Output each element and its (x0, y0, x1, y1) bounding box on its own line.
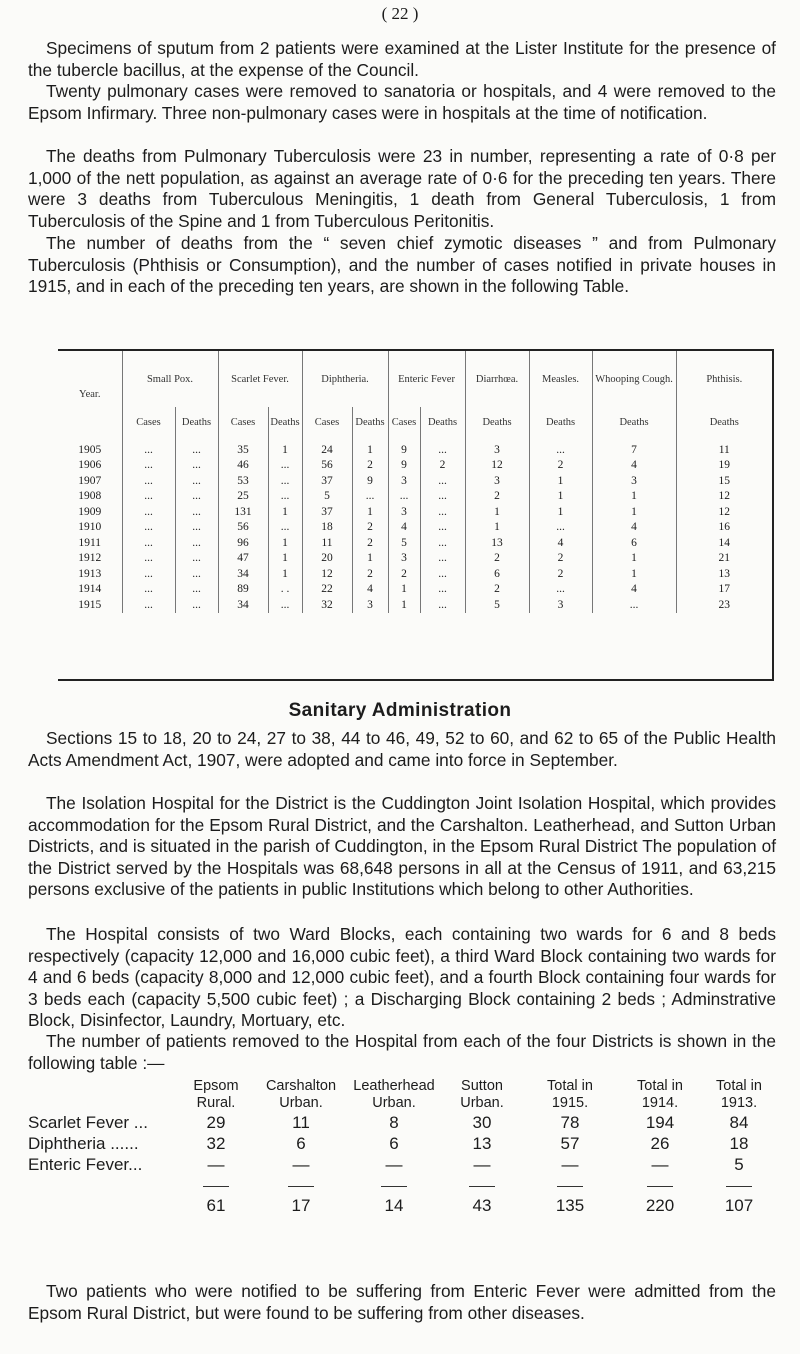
column-header-line: Leatherhead (353, 1078, 435, 1094)
table-cell: 96 (218, 535, 268, 551)
total-cell: 220 (645, 1195, 675, 1215)
table-cell: ... (175, 458, 218, 474)
totals-row (28, 1195, 776, 1216)
table-cell: 7 (592, 438, 676, 458)
table-cell: 1 (592, 566, 676, 582)
column-header-line: Urban. (372, 1095, 416, 1111)
table-cell: ... (122, 597, 175, 613)
subheader-deaths: Deaths (529, 407, 592, 438)
table-cell: ... (175, 551, 218, 567)
table-cell: 84 (729, 1112, 749, 1132)
table-cell: — (207, 1154, 225, 1174)
table-cell: ... (420, 473, 465, 489)
table-cell: 1 (388, 597, 420, 613)
table-cell: ... (529, 520, 592, 536)
table-cell: 2 (529, 551, 592, 567)
table-cell: ... (122, 473, 175, 489)
sum-rule (469, 1185, 495, 1187)
table-cell: 2 (352, 535, 388, 551)
header-scarlet-fever: Scarlet Fever. (218, 351, 302, 407)
table-cell: 5 (465, 597, 529, 613)
table-cell: 6 (296, 1133, 306, 1153)
row-year: 1915 (78, 598, 102, 611)
header-diarrhoea: Diarrhœa. (465, 351, 529, 407)
table-cell: 4 (592, 520, 676, 536)
table-cell: ... (268, 597, 302, 613)
table-cell: 2 (465, 582, 529, 598)
table-cell: ... (122, 520, 175, 536)
table-cell: 53 (218, 473, 268, 489)
table-cell: 1 (268, 438, 302, 458)
subheader-deaths: Deaths (175, 407, 218, 438)
subheader-deaths: Deaths (676, 407, 772, 438)
table-cell: ... (122, 551, 175, 567)
table-cell: 1 (592, 489, 676, 505)
table-cell: ... (268, 489, 302, 505)
table-cell: 21 (676, 551, 772, 567)
paragraph-hospital-blocks: The Hospital consists of two Ward Blocks, each containing two wards for 6 and 8 beds respectively (capacity 12,000 and 16,000 cubic feet), a third Ward Block containing two wards for 4 and 6 beds (capacity 8,000 and 12,000 cubic feet), and a fourth Block containing four wards for 3 beds each (capacity 5,500 cubic feet) ; a Discharging Block containing 2 beds ; Adminstrative Block, Disinfector, Laundry, Mortuary, etc. (28, 924, 776, 1031)
subheader-cases: Cases (388, 407, 420, 438)
table-cell: 18 (729, 1133, 749, 1153)
column-header (442, 1078, 522, 1112)
table-cell: 1 (268, 551, 302, 567)
row-year: 1908 (78, 490, 102, 503)
total-cell: 135 (555, 1195, 585, 1215)
table-cell: 11 (302, 535, 352, 551)
total-cell: 14 (384, 1195, 404, 1215)
row-year: 1909 (78, 505, 102, 518)
table-cell: 12 (302, 566, 352, 582)
table-cell: 2 (529, 566, 592, 582)
table-cell: 30 (472, 1112, 492, 1132)
table-cell: 3 (352, 597, 388, 613)
table-cell: 1 (352, 551, 388, 567)
table-cell: 131 (218, 504, 268, 520)
table-row (58, 458, 772, 474)
column-header (702, 1078, 776, 1112)
table-cell: 1 (388, 582, 420, 598)
table-cell: ... (175, 438, 218, 458)
column-header-line: Urban. (279, 1095, 323, 1111)
row-label: Enteric Fever... (28, 1154, 143, 1174)
table-cell: 57 (560, 1133, 580, 1153)
table-cell: ... (175, 520, 218, 536)
table-cell: 14 (676, 535, 772, 551)
table-cell: ... (268, 458, 302, 474)
row-year: 1914 (78, 583, 102, 596)
table-cell: 3 (465, 473, 529, 489)
table-cell: 11 (292, 1112, 310, 1132)
table-cell: 78 (560, 1112, 580, 1132)
table-cell: . . (268, 582, 302, 598)
column-header-line: Total in (547, 1078, 593, 1094)
table-cell: 3 (465, 438, 529, 458)
table-cell: 1 (465, 520, 529, 536)
table-cell: ... (175, 597, 218, 613)
table-row (58, 535, 772, 551)
table-cell: 13 (472, 1133, 492, 1153)
table-cell: 16 (676, 520, 772, 536)
table-cell: ... (352, 489, 388, 505)
table-cell: ... (529, 582, 592, 598)
table-cell: 25 (218, 489, 268, 505)
table-cell: ... (175, 473, 218, 489)
table-cell: 3 (529, 597, 592, 613)
table-cell: ... (420, 566, 465, 582)
table-cell: 1 (268, 504, 302, 520)
table-cell: ... (420, 551, 465, 567)
table-cell: 26 (650, 1133, 670, 1153)
column-header (176, 1078, 256, 1112)
table-cell: ... (122, 504, 175, 520)
table-row (58, 551, 772, 567)
table-cell: 2 (465, 551, 529, 567)
table-cell: 5 (302, 489, 352, 505)
table-cell: 3 (388, 551, 420, 567)
sum-rule (726, 1185, 752, 1187)
table-cell: — (292, 1154, 310, 1174)
subheader-deaths: Deaths (268, 407, 302, 438)
row-year: 1905 (78, 443, 102, 456)
table-row (58, 582, 772, 598)
table-cell: 6 (465, 566, 529, 582)
column-header (522, 1078, 618, 1112)
table-cell: ... (529, 438, 592, 458)
table-cell: ... (175, 504, 218, 520)
table-cell: ... (122, 489, 175, 505)
table-cell: 12 (676, 489, 772, 505)
paragraph-sputum: Specimens of sputum from 2 patients were examined at the Lister Institute for the presence of the tubercle bacillus, at the expense of the Council. (28, 38, 776, 80)
table-cell: ... (122, 438, 175, 458)
sum-rule (203, 1185, 229, 1187)
paragraph-isolation-hospital: The Isolation Hospital for the District is the Cuddington Joint Isolation Hospital, which provides accommodation for the Epsom Rural District, and the Carshalton. Leatherhead, and Sutton Urban Districts, and is situated in the parish of Cuddington, in the Epsom Rural District The population of the District served by the Hospitals was 68,648 persons in all at the Census of 1911, and 63,215 persons exclusive of the patients in public Institutions which belong to other Authorities. (28, 793, 776, 900)
table-cell: 6 (389, 1133, 399, 1153)
table-cell: — (385, 1154, 403, 1174)
table-row (58, 504, 772, 520)
table-row (58, 597, 772, 613)
table-cell: ... (122, 535, 175, 551)
table-cell: ... (122, 458, 175, 474)
table-row (58, 489, 772, 505)
table-cell: ... (388, 489, 420, 505)
table-cell: 29 (206, 1112, 226, 1132)
removals-table (28, 1078, 776, 1216)
table-cell: ... (420, 597, 465, 613)
table-cell: 5 (734, 1154, 744, 1174)
table-cell: 9 (388, 438, 420, 458)
table-cell: 1 (352, 438, 388, 458)
table-cell: 12 (465, 458, 529, 474)
table-cell: 8 (389, 1112, 399, 1132)
subheader-cases: Cases (122, 407, 175, 438)
table-cell: 4 (352, 582, 388, 598)
table-cell: ... (175, 489, 218, 505)
table-row (58, 566, 772, 582)
total-cell: 107 (724, 1195, 754, 1215)
sum-rule (381, 1185, 407, 1187)
table-cell: 9 (352, 473, 388, 489)
table-cell: 56 (302, 458, 352, 474)
table-cell: ... (420, 489, 465, 505)
table-cell: 89 (218, 582, 268, 598)
table-cell: 1 (592, 504, 676, 520)
column-header-line: Urban. (460, 1095, 504, 1111)
table-cell: ... (175, 535, 218, 551)
table-cell: 19 (676, 458, 772, 474)
table-cell: ... (420, 535, 465, 551)
header-measles: Measles. (529, 351, 592, 407)
header-small-pox: Small Pox. (122, 351, 218, 407)
mortality-table (58, 349, 774, 681)
table-row (58, 438, 772, 458)
table-cell: 5 (388, 535, 420, 551)
table-cell: ... (122, 582, 175, 598)
table-cell: ... (420, 582, 465, 598)
column-header (346, 1078, 442, 1112)
mortality-table-body (58, 438, 772, 613)
table-cell: 12 (676, 504, 772, 520)
row-label: Scarlet Fever ... (28, 1112, 148, 1132)
table-cell: 24 (302, 438, 352, 458)
removals-header-row (28, 1078, 776, 1112)
table-cell: ... (420, 438, 465, 458)
column-header-line: Carshalton (265, 1078, 337, 1094)
paragraph-sections: Sections 15 to 18, 20 to 24, 27 to 38, 44 to 46, 49, 52 to 60, and 62 to 65 of the Public Health Acts Amendment Act, 1907, were adopted and came into force in September. (28, 728, 776, 770)
paragraph-removals: Twenty pulmonary cases were removed to sanatoria or hospitals, and 4 were removed to the Epsom Infirmary. Three non-pulmonary cases were in hospitals at the time of notification. (28, 81, 776, 123)
row-label: Diphtheria ...... (28, 1133, 139, 1153)
table-cell: 13 (465, 535, 529, 551)
column-header-line: 1915. (551, 1095, 589, 1111)
column-header (618, 1078, 702, 1112)
table-cell: 23 (676, 597, 772, 613)
table-row (28, 1112, 776, 1133)
column-header-line: Total in (637, 1078, 683, 1094)
table-cell: 22 (302, 582, 352, 598)
table-cell: — (651, 1154, 669, 1174)
table-cell: — (473, 1154, 491, 1174)
total-cell: 17 (291, 1195, 311, 1215)
table-cell: 6 (592, 535, 676, 551)
table-cell: 2 (352, 520, 388, 536)
table-cell: 13 (676, 566, 772, 582)
table-cell: 1 (529, 473, 592, 489)
table-cell: 1 (529, 489, 592, 505)
table-cell: 9 (388, 458, 420, 474)
sum-rule (647, 1185, 673, 1187)
row-year: 1913 (78, 567, 102, 580)
sum-rule (557, 1185, 583, 1187)
table-cell: ... (420, 504, 465, 520)
column-header-line: Total in (716, 1078, 762, 1094)
table-cell: 4 (592, 582, 676, 598)
header-diphtheria: Diphtheria. (302, 351, 388, 407)
subheader-cases: Cases (302, 407, 352, 438)
sum-rule (288, 1185, 314, 1187)
table-cell: 2 (352, 566, 388, 582)
table-cell: ... (268, 473, 302, 489)
table-cell: 56 (218, 520, 268, 536)
section-heading: Sanitary Administration (288, 700, 512, 721)
header-whooping-cough: Whooping Cough. (592, 351, 676, 407)
table-cell: 2 (352, 458, 388, 474)
table-cell: ... (175, 566, 218, 582)
subheader-deaths: Deaths (352, 407, 388, 438)
column-header-line: 1914. (641, 1095, 679, 1111)
table-cell: 2 (420, 458, 465, 474)
header-enteric-fever: Enteric Fever (388, 351, 465, 407)
column-header (256, 1078, 346, 1112)
table-cell: 35 (218, 438, 268, 458)
table-cell: ... (592, 597, 676, 613)
table-cell: 46 (218, 458, 268, 474)
table-cell: 3 (388, 473, 420, 489)
table-cell: 37 (302, 473, 352, 489)
table-cell: ... (268, 520, 302, 536)
paragraph-enteric-note: Two patients who were notified to be suffering from Enteric Fever were admitted from the Epsom Rural District, but were found to be suffering from other diseases. (28, 1281, 776, 1323)
table-cell: 11 (676, 438, 772, 458)
totals-rule-row (28, 1175, 776, 1195)
header-phthisis: Phthisis. (676, 351, 772, 407)
table-row (28, 1154, 776, 1175)
total-cell: 43 (472, 1195, 492, 1215)
table-row (28, 1133, 776, 1154)
table-cell: 1 (529, 504, 592, 520)
column-header-line: 1913. (720, 1095, 758, 1111)
table-cell: 34 (218, 566, 268, 582)
table-cell: 1 (592, 551, 676, 567)
row-year: 1907 (78, 474, 102, 487)
table-cell: 4 (592, 458, 676, 474)
subheader-cases: Cases (218, 407, 268, 438)
header-year: Year. (79, 389, 101, 400)
table-cell: 1 (268, 566, 302, 582)
table-cell: 194 (645, 1112, 675, 1132)
paragraph-removals-intro: The number of patients removed to the Hospital from each of the four Districts is shown in the following table :— (28, 1031, 776, 1073)
table-row (58, 473, 772, 489)
table-cell: 1 (352, 504, 388, 520)
table-cell: 3 (592, 473, 676, 489)
table-cell: — (561, 1154, 579, 1174)
removals-table-body (28, 1112, 776, 1216)
total-cell: 61 (206, 1195, 226, 1215)
column-header-line: Sutton (461, 1078, 503, 1094)
table-cell: 17 (676, 582, 772, 598)
table-cell: ... (122, 566, 175, 582)
subheader-deaths: Deaths (420, 407, 465, 438)
paragraph-table-intro: The number of deaths from the “ seven chief zymotic diseases ” and from Pulmonary Tuberculosis (Phthisis or Consumption), and the number of cases notified in private houses in 1915, and in each of the preceding ten years, are shown in the following Table. (28, 233, 776, 297)
row-year: 1912 (78, 552, 102, 565)
table-cell: 4 (529, 535, 592, 551)
row-year: 1906 (78, 459, 102, 472)
table-cell: 37 (302, 504, 352, 520)
subheader-deaths: Deaths (465, 407, 529, 438)
table-cell: 32 (302, 597, 352, 613)
table-cell: 32 (206, 1133, 226, 1153)
table-cell: 1 (268, 535, 302, 551)
row-year: 1911 (78, 536, 102, 549)
page-number: ( 22 ) (381, 4, 419, 23)
table-cell: 1 (465, 504, 529, 520)
table-cell: 20 (302, 551, 352, 567)
table-cell: 34 (218, 597, 268, 613)
table-cell: 47 (218, 551, 268, 567)
table-cell: ... (175, 582, 218, 598)
table-cell: 2 (388, 566, 420, 582)
table-cell: 2 (529, 458, 592, 474)
column-header-line: Rural. (196, 1095, 236, 1111)
table-cell: 18 (302, 520, 352, 536)
row-year: 1910 (78, 521, 102, 534)
table-row (58, 520, 772, 536)
table-cell: ... (420, 520, 465, 536)
table-cell: 4 (388, 520, 420, 536)
table-cell: 3 (388, 504, 420, 520)
subheader-deaths: Deaths (592, 407, 676, 438)
table-cell: 15 (676, 473, 772, 489)
table-cell: 2 (465, 489, 529, 505)
column-header-line: Epsom (193, 1078, 239, 1094)
paragraph-deaths: The deaths from Pulmonary Tuberculosis were 23 in number, representing a rate of 0·8 per 1,000 of the nett population, as against an average rate of 0·6 for the preceding ten years. There were 3 deaths from Tuberculous Meningitis, 1 death from General Tuberculosis, 1 from Tuberculosis of the Spine and 1 from Tuberculous Peritonitis. (28, 146, 776, 231)
